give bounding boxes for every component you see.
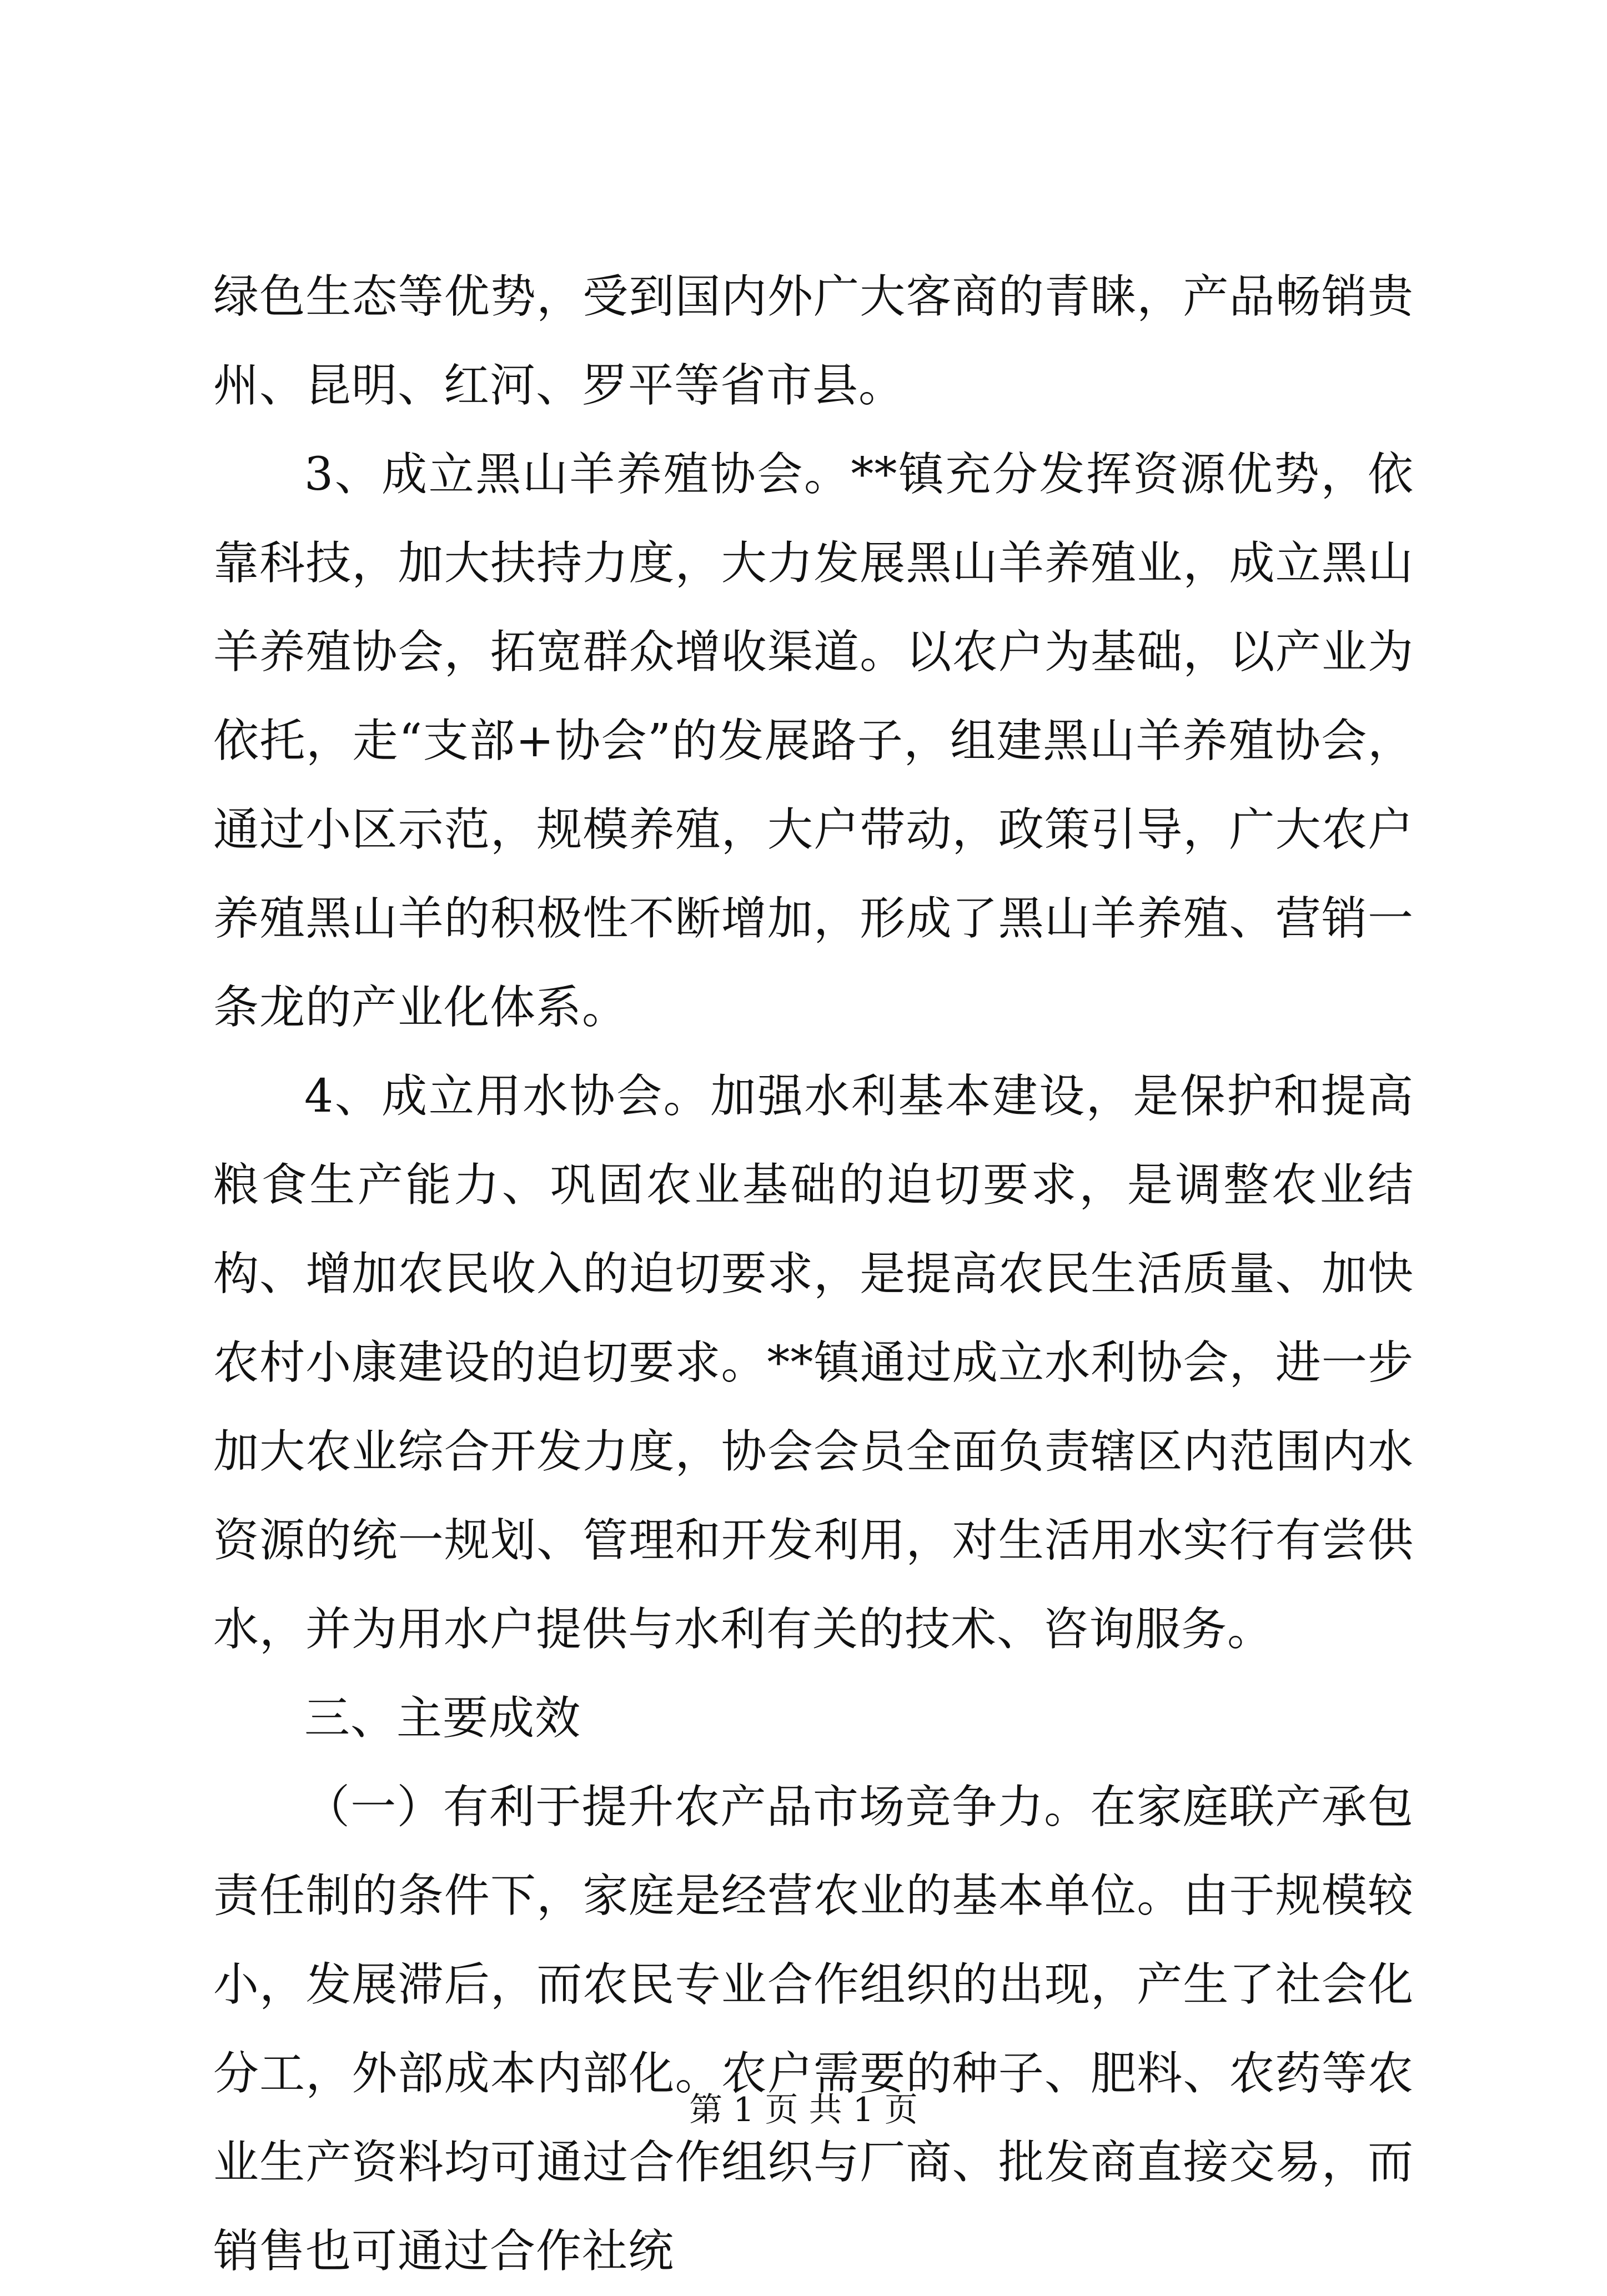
paragraph-water-association: 4、成立用水协会。加强水利基本建设，是保护和提高粮食生产能力、巩固农业基础的迫切要求，是调整农业结构、增加农民收入的迫切要求，是提高农民生活质量、加快农村小康建设的迫切要求。**镇通过成立水利协会，进一步加大农业综合开发力度，协会会员全面负责辖区内范围内水资源的统一规划、管理和开发利用，对生活用水实行有尝供水，并为用水户提供与水利有关的技术、咨询服务。 [213,1070,1414,1656]
paragraph-goat-association: 3、成立黑山羊养殖协会。**镇充分发挥资源优势，依靠科技，加大扶持力度，大力发展黑山羊养殖业，成立黑山羊养殖协会，拓宽群众增收渠道。以农户为基础，以产业为依托，走“支部+协会”的发展路子，组建黑山羊养殖协会，通过小区示范，规模养殖，大户带动，政策引导，广大农户养殖黑山羊的积极性不断增加，形成了黑山羊养殖、营销一条龙的产业化体系。 [213,448,1414,1034]
document-body [213,253,1414,2296]
page-footer: 第 1 页 共 1 页 [689,2091,918,2129]
paragraph-continuation: 绿色生态等优势，受到国内外广大客商的青睐，产品畅销贵州、昆明、红河、罗平等省市县。 [213,270,1414,412]
paragraph-market-competitiveness: （一）有利于提升农产品市场竞争力。在家庭联产承包责任制的条件下，家庭是经营农业的基本单位。由于规模较小，发展滞后，而农民专业合作组织的出现，产生了社会化分工，外部成本内部化。农户需要的种子、肥料、农药等农业生产资料均可通过合作组织与厂商、批发商直接交易，而销售也可通过合作社统 [213,1781,1414,2278]
section-heading-main-results: 三、主要成效 [304,1692,581,1745]
